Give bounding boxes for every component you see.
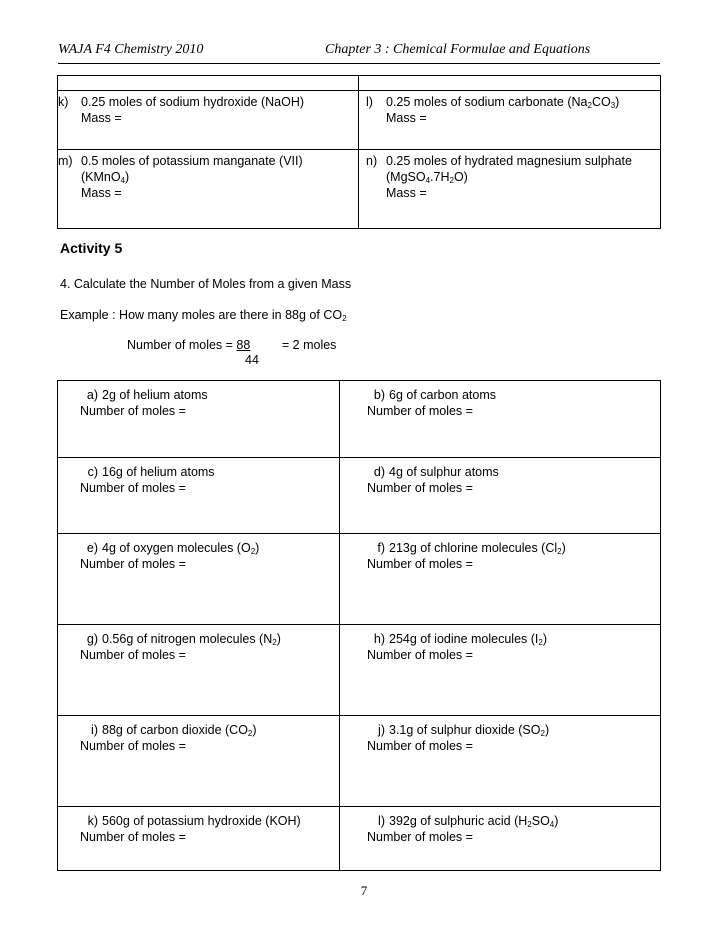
moles-table: [57, 380, 661, 871]
question-j: j) 3.1g of sulphur dioxide $(SO_2)$ Number of moles =: [340, 716, 661, 807]
question-a: a) 2g of helium atoms Number of moles =: [58, 381, 340, 458]
header-left: WAJA F4 Chemistry 2010: [58, 42, 204, 57]
mass-table-empty-cell: [58, 76, 359, 91]
question-f: f) 213g of chlorine molecules $(Cl_2)$ Number of moles =: [340, 534, 661, 625]
fraction-denominator: 44: [245, 353, 259, 367]
question-k: k) 560g of potassium hydroxide (KOH) Number of moles =: [58, 807, 340, 871]
question-g: g) 0.56g of nitrogen molecules $(N_2)$ Number of moles =: [58, 625, 340, 716]
question-l: l) 392g of sulphuric acid $(H_2SO_4)$ Number of moles =: [340, 807, 661, 871]
question-n-mass: n) 0.25 moles of hydrated magnesium sulphate $(MgSO_4.7H_2O)$ Mass =: [359, 150, 661, 229]
fraction-numerator: 88: [236, 338, 251, 352]
question-c: c) 16g of helium atoms Number of moles =: [58, 458, 340, 534]
header-rule: [58, 63, 660, 64]
page-number: 7: [360, 883, 368, 898]
mass-table-empty-cell: [359, 76, 661, 91]
question-b: b) 6g of carbon atoms Number of moles =: [340, 381, 661, 458]
question-e: e) 4g of oxygen molecules $(O_2)$ Number of moles =: [58, 534, 340, 625]
question-h: h) 254g of iodine molecules $(I_2)$ Number of moles =: [340, 625, 661, 716]
question-d: d) 4g of sulphur atoms Number of moles =: [340, 458, 661, 534]
activity-intro: 4. Calculate the Number of Moles from a given Mass: [60, 277, 352, 291]
header-right: Chapter 3 : Chemical Formulae and Equations: [325, 42, 591, 57]
example-calculation: Number of moles = 88 = 2 moles 44: [127, 338, 337, 367]
question-l-mass: l) 0.25 moles of sodium carbonate $(Na_2CO_3)$ Mass =: [359, 91, 661, 150]
example-question: Example : How many moles are there in 88g of $CO_2$: [60, 308, 347, 323]
question-i: i) 88g of carbon dioxide $(CO_2)$ Number of moles =: [58, 716, 340, 807]
question-m-mass: m) 0.5 moles of potassium manganate (VII) (KMnO$_4$) Mass =: [58, 150, 359, 229]
question-k-mass: k) 0.25 moles of sodium hydroxide (NaOH) Mass =: [58, 91, 359, 150]
mass-table: [57, 75, 661, 229]
activity-title: Activity 5: [60, 240, 123, 256]
